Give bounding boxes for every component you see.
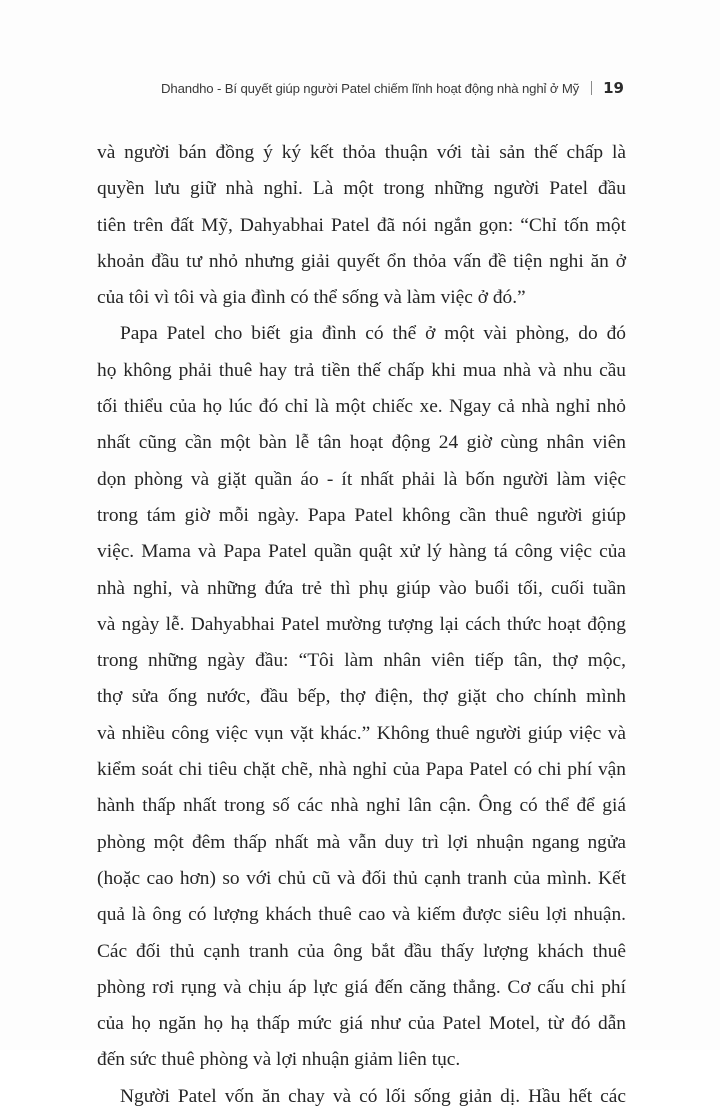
- text-line: việc. Mama và Papa Patel quần quật xử lý hàng tá công việc của: [97, 541, 626, 563]
- text-line: Papa Patel cho biết gia đình có thể ở một vài phòng, do đó: [120, 323, 626, 345]
- text-line: nhà nghỉ, và những đứa trẻ thì phụ giúp vào buổi tối, cuối tuần: [97, 577, 626, 599]
- text-line: trong những ngày đầu: “Tôi làm nhân viên tiếp tân, thợ mộc,: [97, 650, 626, 672]
- text-line: hành thấp nhất trong số các nhà nghỉ lân cận. Ông có thể để giá: [97, 795, 626, 817]
- text-line: kiểm soát chi tiêu chặt chẽ, nhà nghỉ của Papa Patel có chi phí vận: [97, 759, 626, 781]
- paragraph-2: [97, 316, 626, 1078]
- text-line: khoản đầu tư nhỏ nhưng giải quyết ổn thỏa vấn đề tiện nghi ăn ở: [97, 250, 626, 272]
- header-divider: [591, 81, 592, 95]
- text-line: quả là ông có lượng khách thuê cao và kiếm được siêu lợi nhuận.: [97, 904, 626, 926]
- running-header: [161, 79, 624, 97]
- text-line: phòng một đêm thấp nhất mà vẫn duy trì lợi nhuận ngang ngửa: [97, 831, 626, 853]
- chapter-title: Dhandho - Bí quyết giúp người Patel chiếm lĩnh hoạt động nhà nghỉ ở Mỹ: [161, 80, 580, 96]
- text-line: và nhiều công việc vụn vặt khác.” Không thuê người giúp việc và: [97, 722, 626, 744]
- text-line: Người Patel vốn ăn chay và có lối sống giản dị. Hầu hết các: [120, 1085, 626, 1107]
- text-line: tiên trên đất Mỹ, Dahyabhai Patel đã nói ngắn gọn: “Chỉ tốn một: [97, 214, 626, 236]
- text-line: của họ ngăn họ hạ thấp mức giá như của Patel Motel, từ đó dẫn: [97, 1013, 626, 1035]
- text-line: của tôi vì tôi và gia đình có thể sống và làm việc ở đó.”: [97, 287, 526, 309]
- text-line: phòng rơi rụng và chịu áp lực giá đến căng thẳng. Cơ cấu chi phí: [97, 976, 626, 998]
- paragraph-1: [97, 135, 626, 316]
- text-line: nhất cũng cần một bàn lễ tân hoạt động 24 giờ cùng nhân viên: [97, 432, 626, 454]
- text-line: đến sức thuê phòng và lợi nhuận giảm liên tục.: [97, 1049, 461, 1071]
- page-number: 19: [603, 79, 624, 97]
- text-line: tối thiểu của họ lúc đó chỉ là một chiếc xe. Ngay cả nhà nghỉ nhỏ: [97, 396, 626, 418]
- text-line: quyền lưu giữ nhà nghỉ. Là một trong những người Patel đầu: [97, 178, 626, 200]
- text-line: và ngày lễ. Dahyabhai Patel mường tượng lại cách thức hoạt động: [97, 613, 626, 635]
- paragraph-3: [97, 1079, 626, 1115]
- text-line: thợ sửa ống nước, đầu bếp, thợ điện, thợ giặt cho chính mình: [97, 686, 626, 708]
- text-line: dọn phòng và giặt quần áo - ít nhất phải là bốn người làm việc: [97, 468, 626, 490]
- text-line: họ không phải thuê hay trả tiền thế chấp khi mua nhà và nhu cầu: [97, 359, 626, 381]
- text-line: (hoặc cao hơn) so với chủ cũ và đối thủ cạnh tranh của mình. Kết: [97, 867, 626, 889]
- text-line: Các đối thủ cạnh tranh của ông bắt đầu thấy lượng khách thuê: [97, 940, 626, 962]
- body-text: [97, 135, 626, 1115]
- text-line: và người bán đồng ý ký kết thỏa thuận với tài sản thế chấp là: [97, 142, 626, 163]
- text-line: trong tám giờ mỗi ngày. Papa Patel không cần thuê người giúp: [97, 504, 626, 526]
